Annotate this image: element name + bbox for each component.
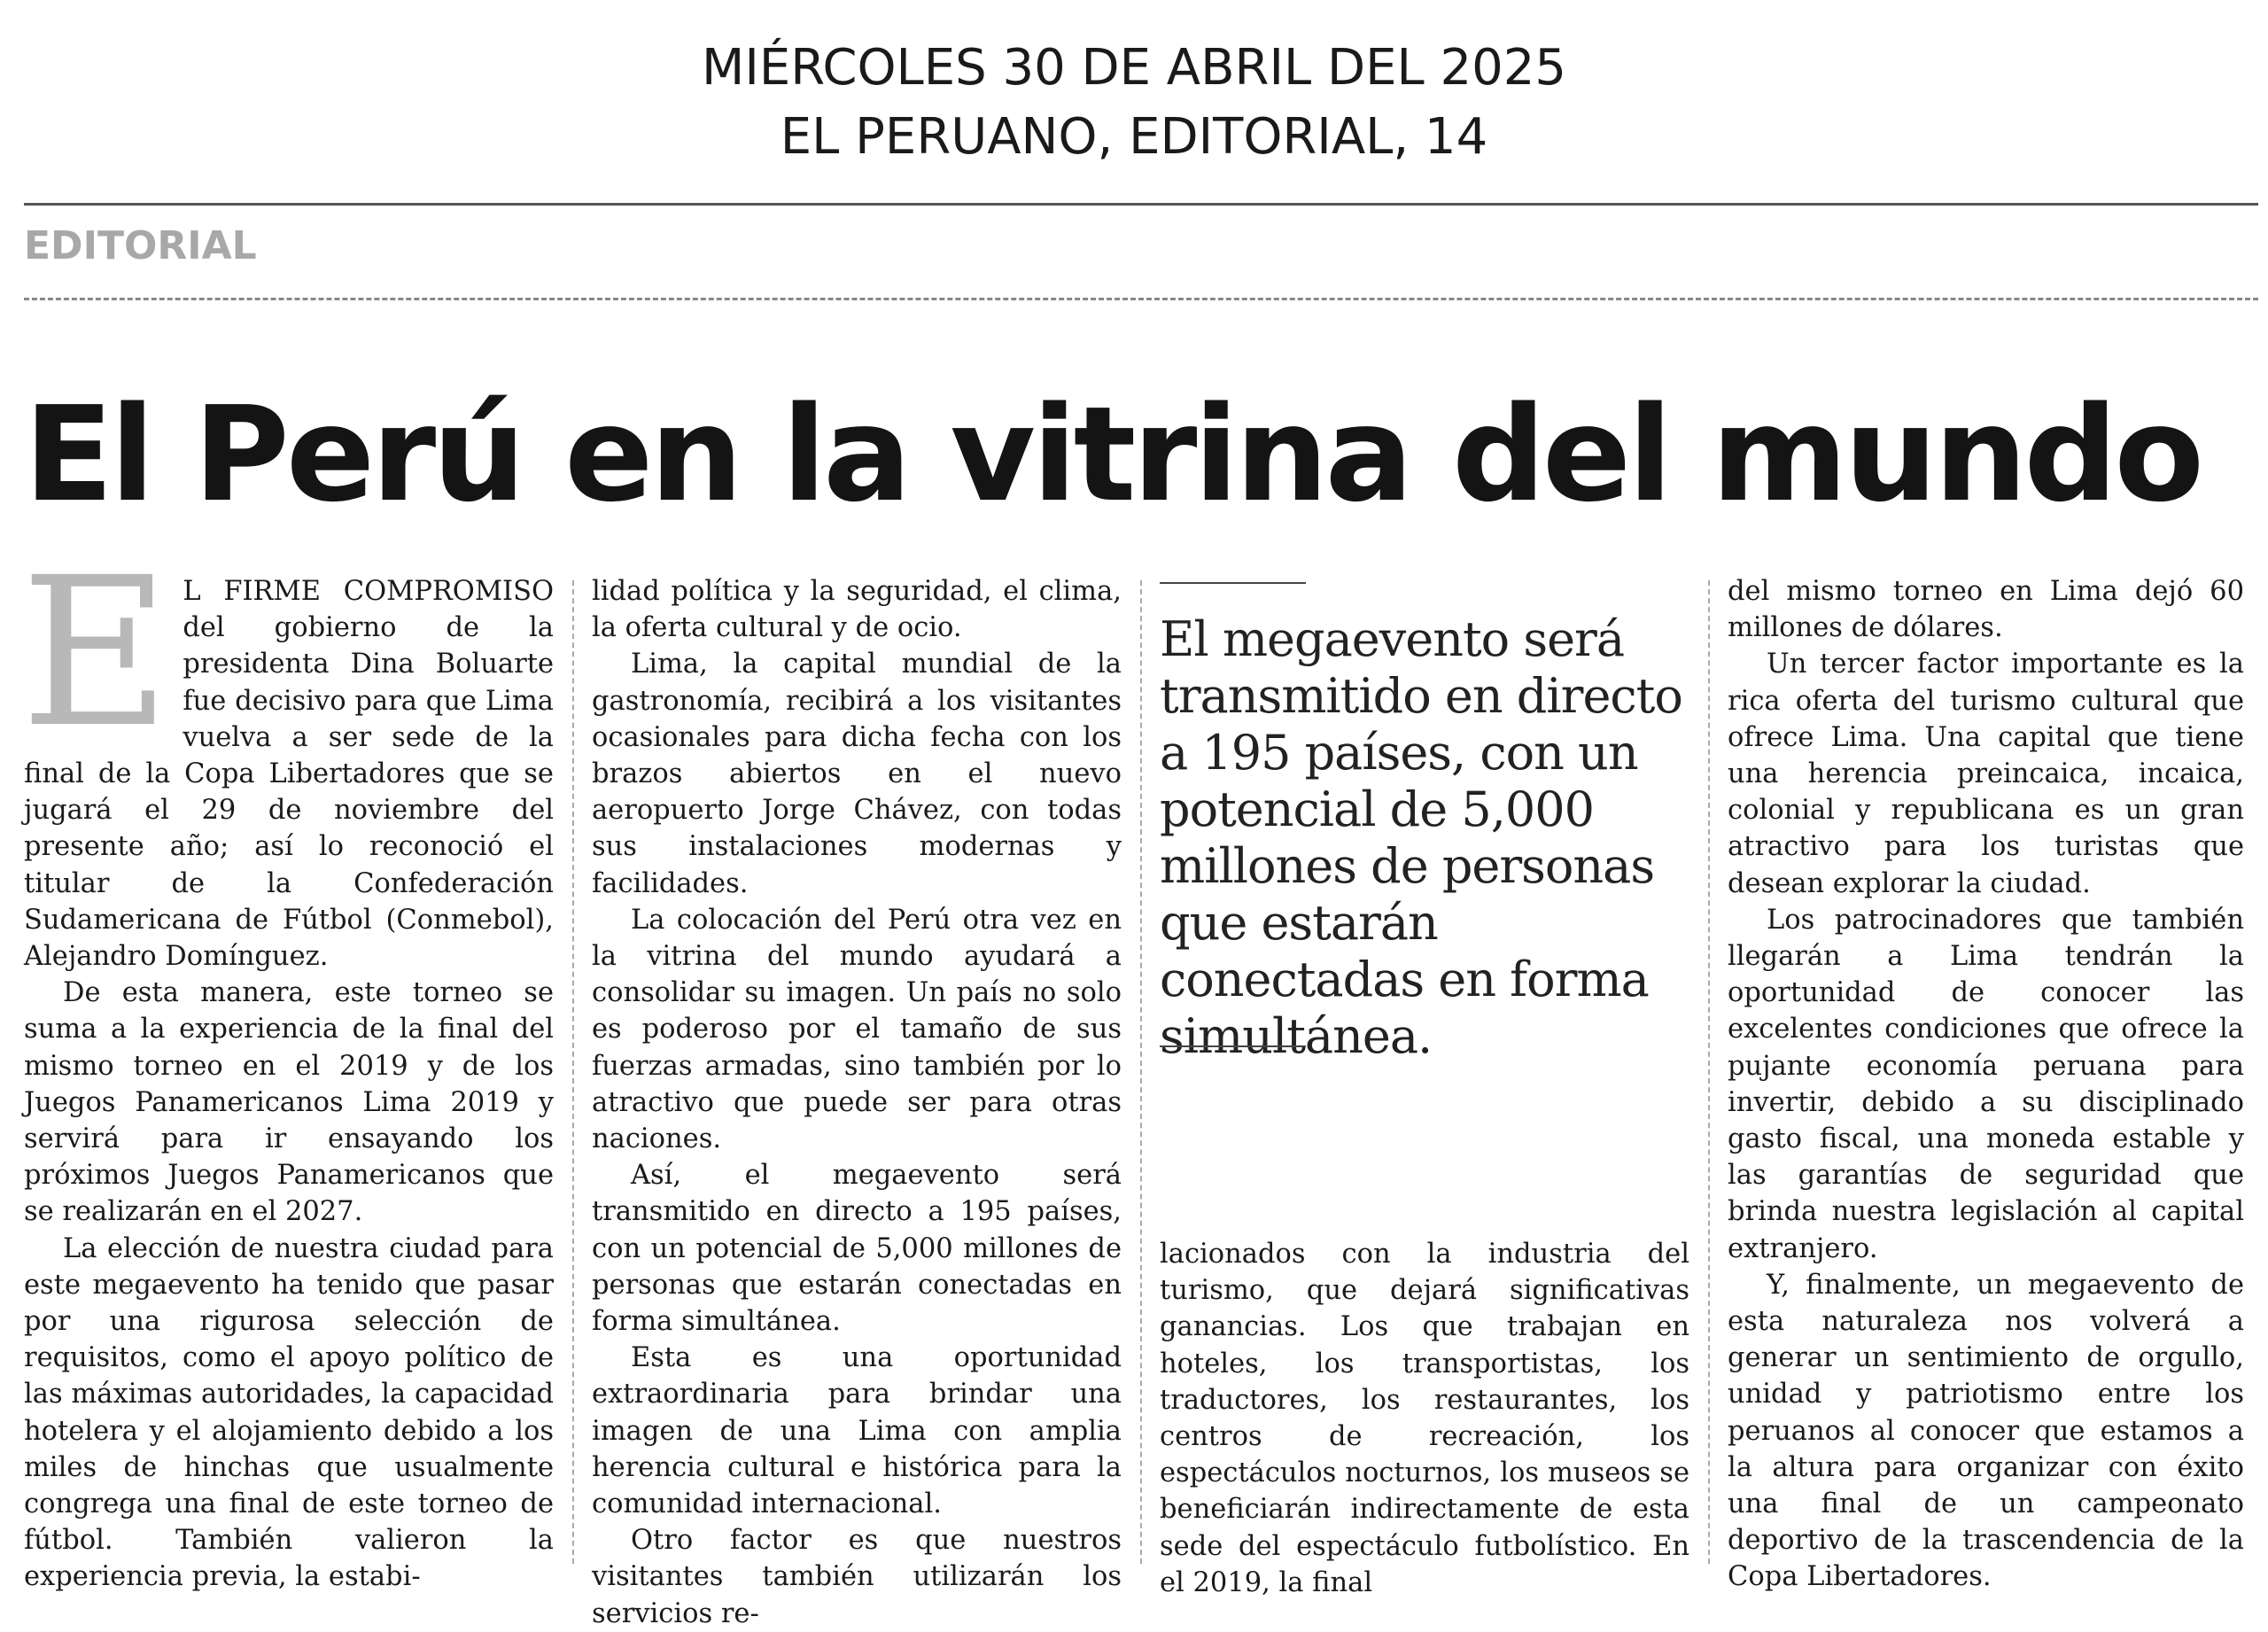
- drop-cap: E: [20, 533, 171, 773]
- section-divider: [24, 298, 2258, 300]
- paragraph: Un tercer factor importante es la rica oferta del turismo cultural que ofrece Lima. Una capital que tiene una herencia preincaica, incaica, colonial y republicana es un gran atractivo para los turistas que desean explorar la ciudad.: [1728, 649, 2244, 899]
- article-column-3: [1160, 1236, 1689, 1601]
- headline: El Perú en la vitrina del mundo: [24, 378, 2202, 531]
- pull-quote-rule-top: [1160, 582, 1306, 584]
- pull-quote: El megaevento será transmitido en directo a 195 países, con un potencial de 5,000 millones de personas que estarán conectadas en forma simultánea.: [1160, 611, 1682, 1064]
- paragraph: E L FIRME COMPROMISO del gobierno de la presidenta Dina Boluarte fue decisivo para que Lima vuelva a ser sede de la final de la Copa Libertadores que se jugará el 29 de noviembre del presente año; así lo reconoció el titular de la Confederación Sudamericana de Fútbol (Conmebol), Alejandro Domínguez.: [20, 533, 554, 973]
- section-label: EDITORIAL: [24, 223, 257, 268]
- article-column-4: [1728, 573, 2244, 1596]
- column-divider: [1708, 580, 1710, 1564]
- paragraph: Lima, la capital mundial de la gastronomía, recibirá a los visitantes ocasionales para dicha fecha con los brazos abiertos en el nuevo aeropuerto Jorge Chávez, con todas sus instalaciones modernas y facilidades.: [592, 649, 1122, 899]
- paragraph: Esta es una oportunidad extraordinaria para brindar una imagen de una Lima con amplia herencia cultural e histórica para la comunidad internacional.: [592, 1342, 1122, 1520]
- paragraph: lidad política y la seguridad, el clima, la oferta cultural y de ocio.: [592, 576, 1122, 644]
- paragraph: Los patrocinadores que también llegarán a Lima tendrán la oportunidad de conocer las excelentes condiciones que ofrece la pujante economía peruana para invertir, debido a su disciplinado gasto fiscal, una moneda estable y las garantías de seguridad que brinda nuestra legislación al capital extranjero.: [1728, 904, 2244, 1264]
- paragraph: Otro factor es que nuestros visitantes también utilizarán los servicios re-: [592, 1525, 1122, 1629]
- pull-quote-rule-bottom: [1160, 1045, 1306, 1047]
- column-divider: [572, 580, 574, 1564]
- paragraph: Así, el megaevento será transmitido en directo a 195 países, con un potencial de 5,000 millones de personas que estarán conectadas en forma simultánea.: [592, 1160, 1122, 1338]
- header-divider: [24, 203, 2258, 206]
- column-divider: [1140, 580, 1142, 1564]
- article-column-2: [592, 573, 1122, 1632]
- date-line: MIÉRCOLES 30 DE ABRIL DEL 2025: [702, 39, 1566, 97]
- source-line: EL PERUANO, EDITORIAL, 14: [780, 108, 1488, 166]
- article-column-1: [20, 533, 554, 1596]
- paragraph: lacionados con la industria del turismo, que dejará significativas ganancias. Los que trabajan en hoteles, los transportistas, los traductores, los restaurantes, los centros de recreación, los espectáculos nocturnos, los museos se beneficiarán indirectamente de esta sede del espectáculo futbolístico. En el 2019, la final: [1160, 1239, 1689, 1598]
- paragraph: La elección de nuestra ciudad para este megaevento ha tenido que pasar por una rigurosa selección de requisitos, como el apoyo político de las máximas autoridades, la capacidad hotelera y el alojamiento debido a los miles de hinchas que usualmente congrega una final de este torneo de fútbol. También valieron la experiencia previa, la estabi-: [24, 1232, 554, 1593]
- paragraph: del mismo torneo en Lima dejó 60 millones de dólares.: [1728, 576, 2244, 644]
- paragraph: La colocación del Perú otra vez en la vitrina del mundo ayudará a consolidar su imagen. Un país no solo es poderoso por el tamaño de sus fuerzas armadas, sino también por lo atractivo que puede ser para otras naciones.: [592, 904, 1122, 1155]
- paragraph: De esta manera, este torneo se suma a la experiencia de la final del mismo torneo en el 2019 y de los Juegos Panamericanos Lima 2019 y servirá para ir ensayando los próximos Juegos Panamericanos que se realizarán en el 2027.: [24, 977, 554, 1228]
- paragraph: Y, finalmente, un megaevento de esta naturaleza nos volverá a generar un sentimiento de orgullo, unidad y patriotismo entre los peruanos al conocer que estamos a la altura para organizar con éxito una final de un campeonato deportivo de la trascendencia de la Copa Libertadores.: [1728, 1269, 2244, 1593]
- page-header: [0, 0, 2268, 204]
